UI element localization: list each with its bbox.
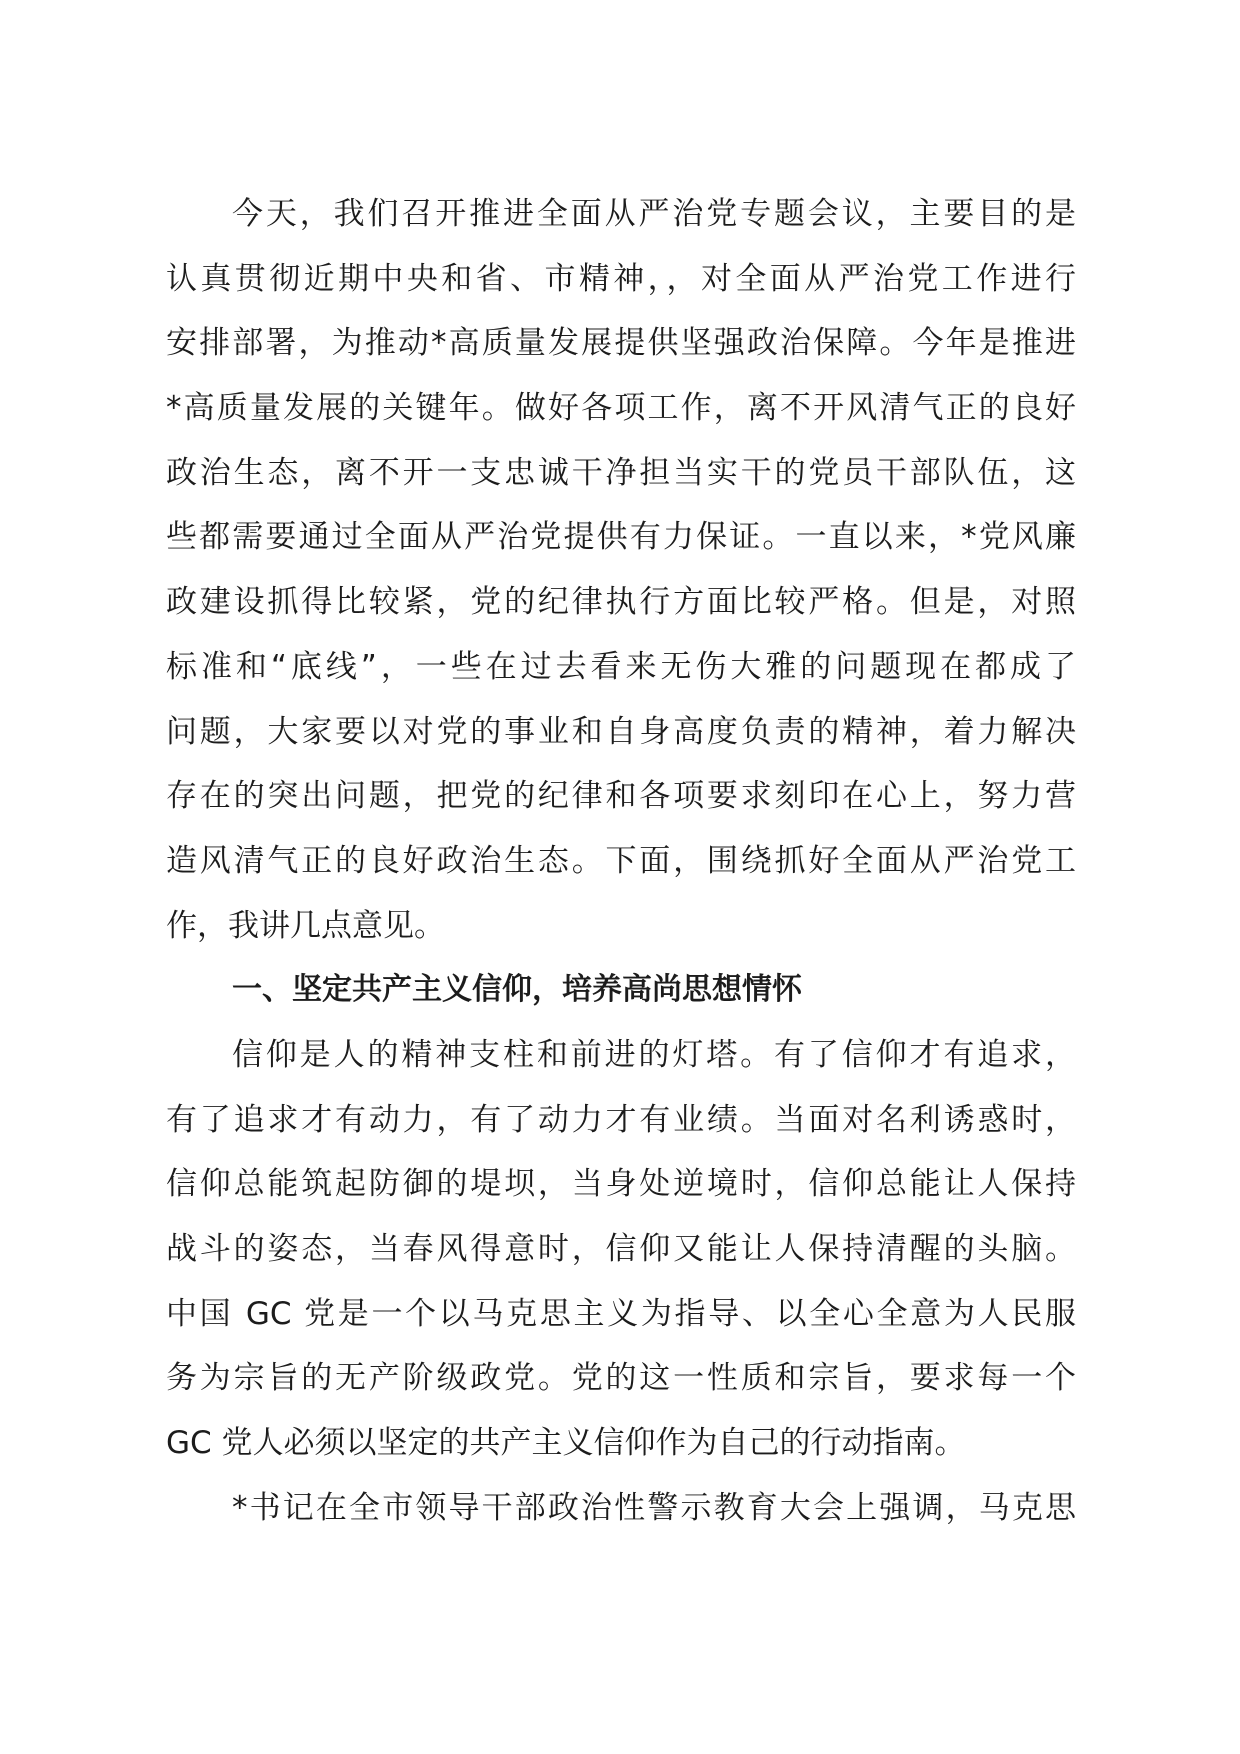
paragraph-1-line-8: 标准和“底线”，一些在过去看来无伤大雅的问题现在都成了 (166, 648, 1076, 685)
paragraph-1-line-2: 认真贯彻近期中央和省、市精神，，对全面从严治党工作进行 (166, 260, 1076, 297)
paragraph-2-line-7: GC 党人必须以坚定的共产主义信仰作为自己的行动指南。 (166, 1425, 966, 1462)
section-heading: 一、坚定共产主义信仰，培养高尚思想情怀 (232, 972, 802, 1008)
paragraph-1-line-12: 作，我讲几点意见。 (166, 907, 445, 944)
paragraph-1-line-9: 问题，大家要以对党的事业和自身高度负责的精神，着力解决 (166, 713, 1076, 750)
paragraph-3-line-1: *书记在全市领导干部政治性警示教育大会上强调，马克思 (232, 1489, 1076, 1526)
paragraph-2-line-1: 信仰是人的精神支柱和前进的灯塔。有了信仰才有追求， (232, 1036, 1076, 1073)
paragraph-1-line-11: 造风清气正的良好政治生态。下面，围绕抓好全面从严治党工 (166, 842, 1076, 879)
paragraph-1-line-5: 政治生态，离不开一支忠诚干净担当实干的党员干部队伍，这 (166, 454, 1076, 491)
paragraph-1-line-1: 今天，我们召开推进全面从严治党专题会议，主要目的是 (232, 196, 1076, 232)
paragraph-2-line-6: 务为宗旨的无产阶级政党。党的这一性质和宗旨，要求每一个 (166, 1360, 1076, 1397)
paragraph-1-line-4: *高质量发展的关键年。做好各项工作，离不开风清气正的良好 (166, 390, 1076, 427)
paragraph-2-line-4: 战斗的姿态，当春风得意时，信仰又能让人保持清醒的头脑。 (166, 1231, 1076, 1267)
paragraph-1-line-6: 些都需要通过全面从严治党提供有力保证。一直以来，*党风廉 (166, 519, 1076, 556)
paragraph-2-line-5: 中国 GC 党是一个以马克思主义为指导、以全心全意为人民服 (166, 1295, 1076, 1332)
paragraph-2-line-2: 有了追求才有动力，有了动力才有业绩。当面对名利诱惑时， (166, 1101, 1076, 1138)
document-body (166, 182, 1076, 1540)
paragraph-1-line-3: 安排部署，为推动*高质量发展提供坚强政治保障。今年是推进 (166, 325, 1076, 362)
paragraph-2-line-3: 信仰总能筑起防御的堤坝，当身处逆境时，信仰总能让人保持 (166, 1166, 1076, 1203)
paragraph-1-line-7: 政建设抓得比较紧，党的纪律执行方面比较严格。但是，对照 (166, 584, 1076, 621)
paragraph-1-line-10: 存在的突出问题，把党的纪律和各项要求刻印在心上，努力营 (166, 778, 1076, 815)
